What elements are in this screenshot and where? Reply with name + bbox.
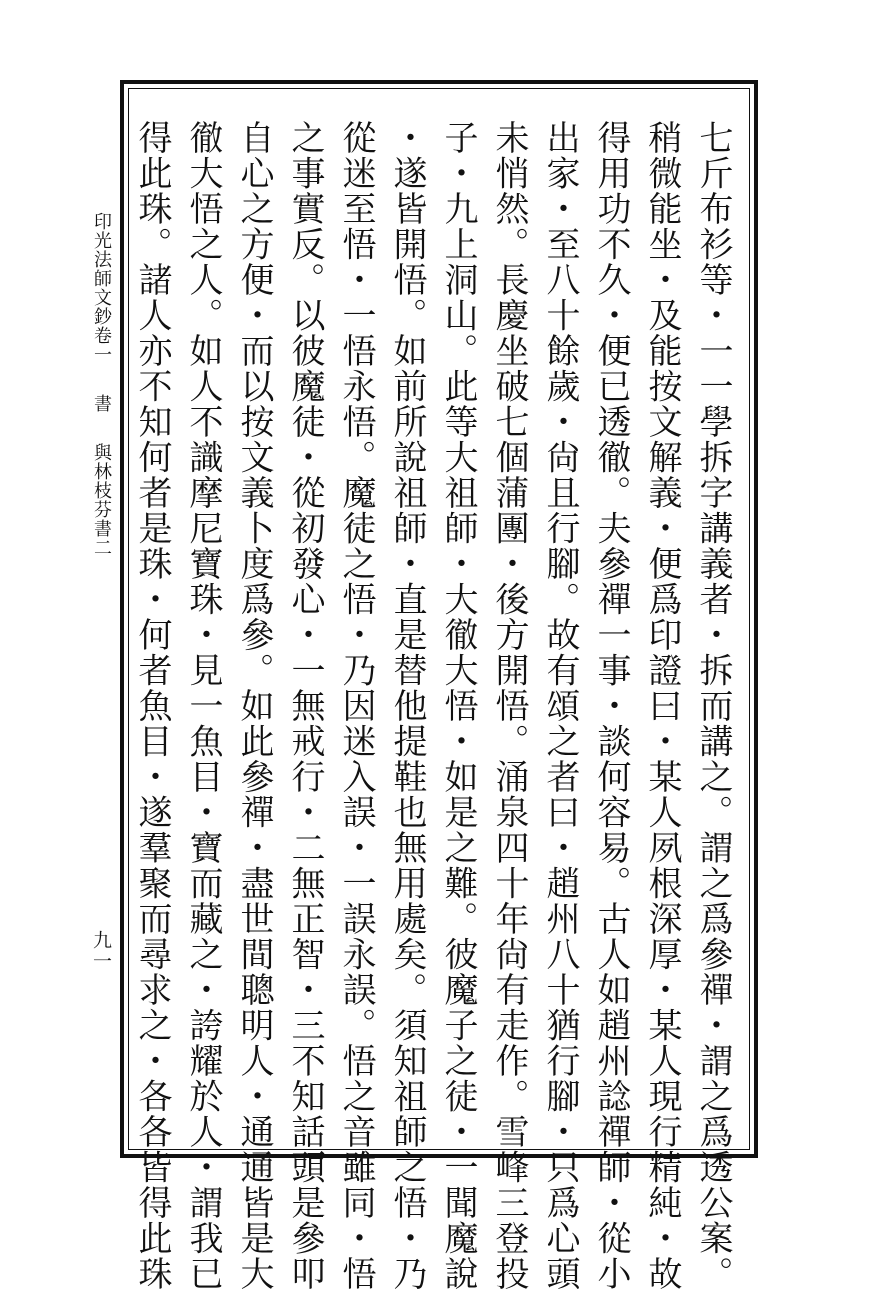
book-title: 印光法師文鈔卷一: [91, 212, 112, 364]
text-column: 出家・至八十餘歲・尙且行腳。故有頌之者曰・趙州八十猶行腳・只爲心頭: [540, 120, 580, 1292]
page-number: 九一: [90, 930, 112, 972]
text-column: 得此珠。諸人亦不知何者是珠・何者魚目・遂羣聚而尋求之・各各皆得此珠: [132, 120, 172, 1292]
text-column: ・遂皆開悟。如前所說祖師・直是替他提鞋也無用處矣。須知祖師之悟・乃: [387, 120, 427, 1292]
text-column: 稍微能坐・及能按文解義・便爲印證曰・某人夙根深厚・某人現行精純・故: [642, 120, 682, 1292]
text-body: [132, 120, 738, 1292]
text-column: 從迷至悟・一悟永悟。魔徒之悟・乃因迷入誤・一誤永誤。悟之音雖同・悟: [336, 120, 376, 1292]
letter-title: 與林枝芬書二: [91, 443, 112, 557]
text-column: 未悄然。長慶坐破七個蒲團・後方開悟。涌泉四十年尙有走作。雪峰三登投: [489, 120, 529, 1292]
text-column: 七斤布衫等・一一學拆字講義者・拆而講之。謂之爲參禪・謂之爲透公案。: [693, 120, 733, 1292]
text-column: 子・九上洞山。此等大祖師・大徹大悟・如是之難。彼魔子之徒・一聞魔說: [438, 120, 478, 1292]
text-column: 之事實反。以彼魔徒・從初發心・一無戒行・二無正智・三不知話頭是參叩: [285, 120, 325, 1292]
text-column: 得用功不久・便已透徹。夫參禪一事・談何容易。古人如趙州諗禪師・從小: [591, 120, 631, 1292]
text-column: 自心之方便・而以按文義卜度爲參。如此參禪・盡世間聰明人・通通皆是大: [234, 120, 274, 1292]
text-column: 徹大悟之人。如人不識摩尼寶珠・見一魚目・寶而藏之・誇耀於人・謂我已: [183, 120, 223, 1292]
section-label: 書: [91, 394, 112, 413]
running-head: [86, 212, 116, 557]
